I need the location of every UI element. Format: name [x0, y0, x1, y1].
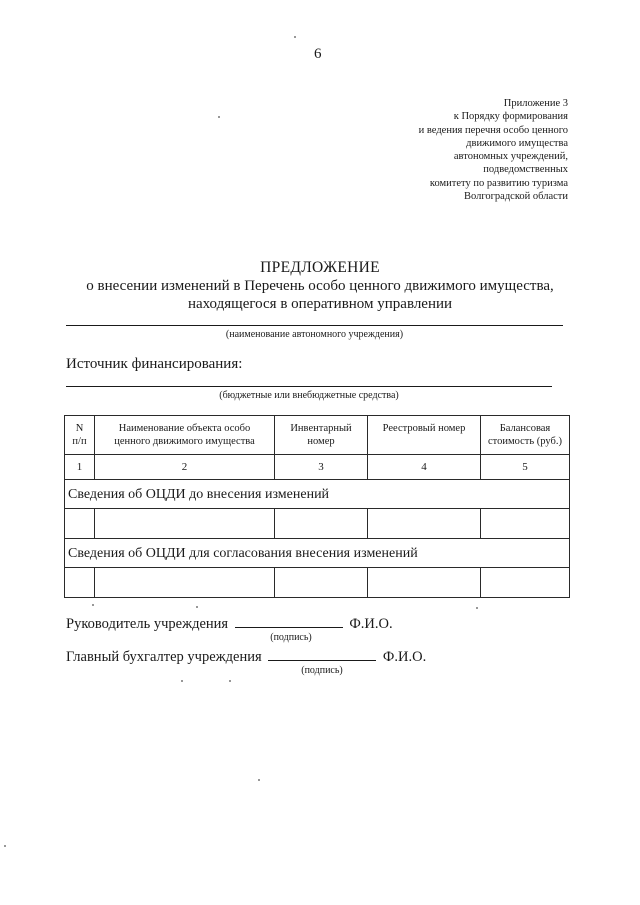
head-name-label: Ф.И.О. — [349, 616, 393, 632]
scan-speck — [258, 779, 260, 781]
section-row-before-changes — [65, 480, 570, 509]
institution-caption: (наименование автономного учреждения) — [225, 329, 404, 340]
appendix-line: подведомственных — [483, 164, 568, 176]
column-number: 3 — [275, 455, 368, 480]
column-number: 2 — [95, 455, 275, 480]
column-header-number: N п/п — [65, 416, 95, 455]
head-label: Руководитель учреждения — [66, 616, 229, 632]
table-cell[interactable] — [368, 568, 481, 598]
table-row — [65, 568, 570, 598]
column-header-balance-value: Балансовая стоимость (руб.) — [481, 416, 570, 455]
subtitle-line: находящегося в оперативном управлении — [187, 296, 453, 312]
column-number: 4 — [368, 455, 481, 480]
scan-speck — [4, 845, 6, 847]
column-header-inventory-number: Инвентарный номер — [275, 416, 368, 455]
appendix-line: к Порядку формирования — [453, 111, 568, 123]
column-number: 1 — [65, 455, 95, 480]
funding-source-label: Источник финансирования: — [66, 356, 243, 372]
column-number: 5 — [481, 455, 570, 480]
appendix-line: движимого имущества — [466, 137, 568, 149]
scan-speck — [476, 607, 478, 609]
scan-speck — [229, 680, 231, 682]
head-signature-field[interactable] — [235, 613, 343, 628]
column-header-object-name: Наименование объекта особо ценного движимого имущества — [95, 416, 275, 455]
document-subtitle — [40, 277, 600, 313]
section-label-approval: Сведения об ОЦДИ для согласования внесения изменений — [65, 539, 570, 568]
accountant-name-label: Ф.И.О. — [382, 649, 427, 665]
accountant-label: Главный бухгалтер учреждения — [66, 649, 262, 665]
column-number-row — [65, 455, 570, 480]
table-cell[interactable] — [368, 509, 481, 539]
scan-speck — [181, 680, 183, 682]
table-cell[interactable] — [275, 509, 368, 539]
table-cell[interactable] — [95, 568, 275, 598]
page-number: 6 — [314, 46, 322, 62]
accountant-signature-field[interactable] — [268, 646, 376, 661]
funding-source-line — [66, 386, 552, 387]
table-header-row — [65, 416, 570, 455]
institution-name-line — [66, 325, 563, 326]
accountant-signature-line — [66, 646, 426, 666]
table-cell[interactable] — [481, 568, 570, 598]
funding-caption: (бюджетные или внебюджетные средства) — [219, 390, 399, 401]
head-signature-line — [66, 613, 393, 633]
appendix-block — [308, 97, 568, 203]
appendix-line: Волгоградской области — [463, 191, 568, 203]
appendix-line: Приложение 3 — [503, 98, 568, 109]
document-title: ПРЕДЛОЖЕНИЕ — [260, 259, 380, 276]
table-cell[interactable] — [275, 568, 368, 598]
head-signature-caption: (подпись) — [270, 632, 312, 643]
section-label-before: Сведения об ОЦДИ до внесения изменений — [65, 480, 570, 509]
accountant-signature-caption: (подпись) — [301, 665, 343, 676]
table-cell[interactable] — [65, 568, 95, 598]
appendix-line: автономных учреждений, — [453, 151, 568, 163]
scan-speck — [294, 36, 296, 38]
appendix-line: комитету по развитию туризма — [429, 177, 568, 189]
scan-speck — [218, 116, 220, 118]
table-cell[interactable] — [95, 509, 275, 539]
ocdi-table — [64, 415, 570, 598]
table-cell[interactable] — [481, 509, 570, 539]
section-row-for-approval — [65, 539, 570, 568]
table-row — [65, 509, 570, 539]
scan-speck — [92, 604, 94, 606]
column-header-registry-number: Реестровый номер — [368, 416, 481, 455]
subtitle-line: о внесении изменений в Перечень особо ценного движимого имущества, — [86, 278, 554, 294]
table-cell[interactable] — [65, 509, 95, 539]
scan-speck — [196, 606, 198, 608]
appendix-line: и ведения перечня особо ценного — [418, 124, 568, 136]
